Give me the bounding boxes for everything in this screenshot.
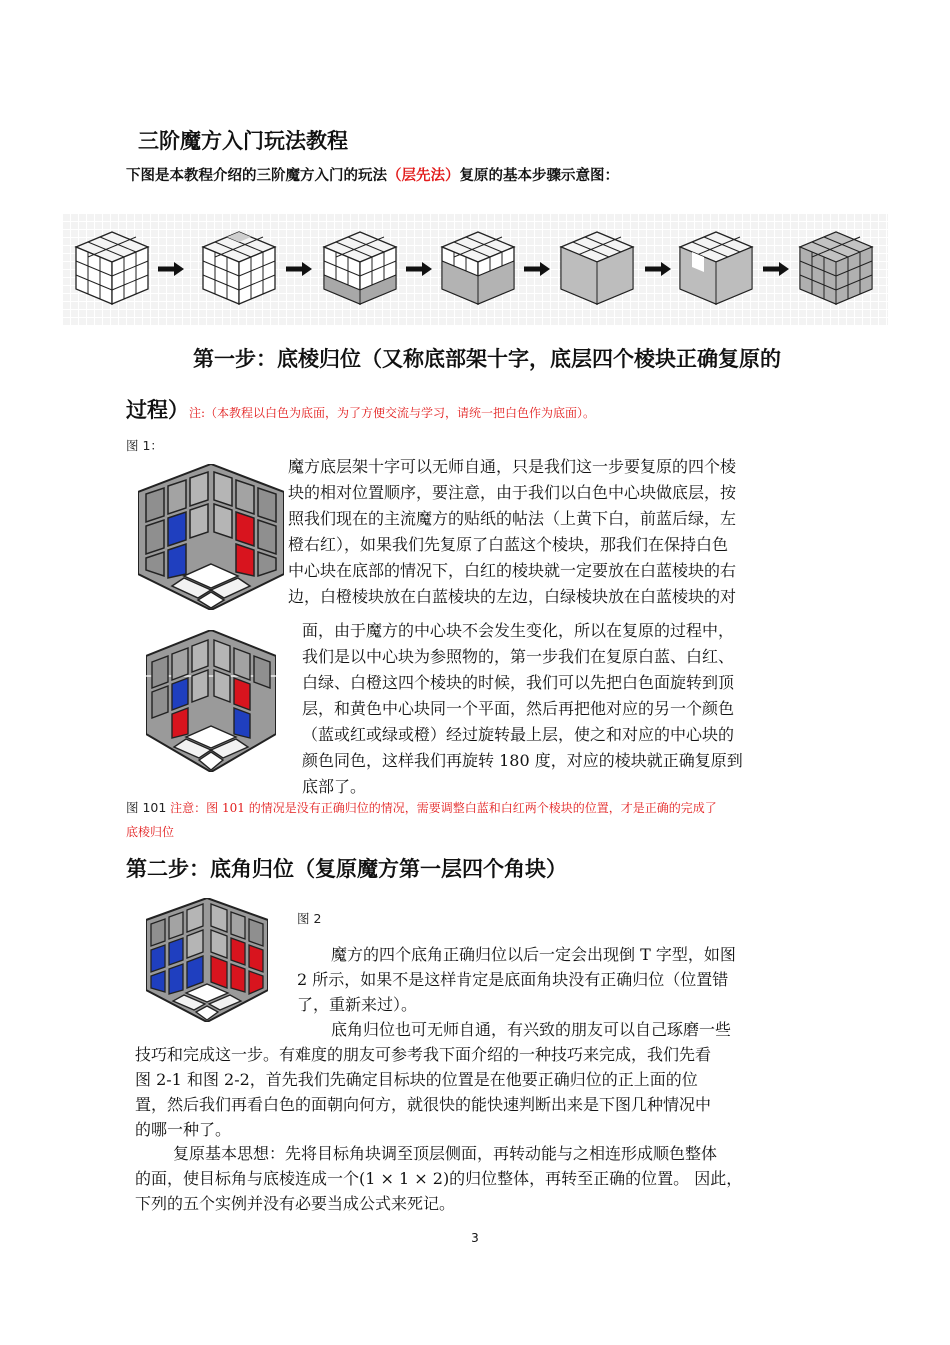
step1-note: 注:（本教程以白色为底面，为了方便交流与学习，请统一把白色作为底面）。 (189, 406, 596, 420)
text-line: 橙右红），如果我们先复原了白蓝这个棱块，那我们在保持白色 (288, 535, 729, 554)
fig101-note-line2: 底棱归位 (126, 825, 175, 839)
fig101-caption (126, 796, 826, 844)
text-line: （蓝或红或绿或橙）经过旋转最上层，使之和对应的中心块的 (302, 725, 735, 744)
cube-step-4 (442, 232, 514, 304)
text-line: 层，和黄色中心块同一个平面，然后再把他对应的另一个颜色 (302, 699, 735, 718)
text-line: 魔方底层架十字可以无师自通，只是我们这一步要复原的四个棱 (288, 457, 737, 476)
arrow-icon (524, 262, 550, 276)
text-line: 的哪一种了。 (135, 1120, 232, 1139)
arrow-icon (158, 262, 184, 276)
cube-step-2 (203, 232, 275, 304)
paragraph-3 (297, 942, 827, 1017)
cube-step-7 (800, 232, 872, 304)
text-line: 图 2-1 和图 2-2，首先我们先确定目标块的位置是在他要正确归位的正上面的位 (135, 1070, 698, 1089)
fig1-label: 图 1： (126, 438, 163, 453)
intro-before: 下图是本教程介绍的三阶魔方入门的玩法 (126, 168, 387, 184)
text-line: 照我们现在的主流魔方的贴纸的帖法（上黄下白，前蓝后绿，左 (288, 509, 737, 528)
figure-1-cube (138, 464, 284, 610)
cube-step-5 (561, 232, 633, 304)
step2-heading: 第二步：底角归位（复原魔方第一层四个角块） (126, 857, 567, 881)
text-line: 白绿、白橙这四个棱块的时候，我们可以先把白色面旋转到顶 (302, 673, 735, 692)
steps-diagram-svg (62, 213, 888, 325)
intro-after: 复原的基本步骤示意图： (459, 168, 619, 184)
step1-heading-line2: 过程） (126, 398, 189, 422)
arrow-icon (406, 262, 432, 276)
intro-highlight: （层先法） (387, 168, 460, 184)
text-line: 了，重新来过）。 (297, 995, 418, 1014)
cube-step-6 (680, 232, 752, 304)
text-line: 我们是以中心块为参照物的，第一步我们在复原白蓝、白红、 (302, 647, 735, 666)
text-line: 块的相对位置顺序，要注意，由于我们以白色中心块做底层，按 (288, 483, 737, 502)
cube-step-3 (324, 232, 396, 304)
text-line: 置，然后我们再看白色的面朝向何方，就很快的能快速判断出来是下图几种情况中 (135, 1095, 712, 1114)
text-line: 下列的五个实例并没有必要当成公式来死记。 (135, 1194, 456, 1213)
step1-heading: 第一步：底棱归位（又称底部架十字，底层四个棱块正确复原的 (193, 347, 781, 371)
fig101-label: 图 101 (126, 800, 167, 815)
figure-101-cube (146, 630, 276, 772)
cube-step-1 (76, 232, 148, 304)
figure-2-cube (146, 898, 268, 1022)
step1-heading-cont (126, 394, 595, 424)
text-line: 的面，使目标角与底棱连成一个(1 × 1 × 2)的归位整体，再转至正确的位置。 因此， (135, 1169, 743, 1188)
paragraph-5 (135, 1141, 825, 1216)
fig101-note: 注意：图 101 的情况是没有正确归位的情况，需要调整白蓝和白红两个棱块的位置，才是正确的完成了 (170, 801, 717, 815)
paragraph-4 (135, 1017, 825, 1142)
paragraph-1 (288, 454, 824, 610)
text-line: 边，白橙棱块放在白蓝棱块的左边，白绿棱块放在白蓝棱块的对 (288, 587, 737, 606)
intro-text (126, 164, 619, 185)
text-line: 魔方的四个底角正确归位以后一定会出现倒 T 字型，如图 (331, 945, 736, 964)
text-line: 2 所示，如果不是这样肯定是底面角块没有正确归位（位置错 (297, 970, 729, 989)
arrow-icon (645, 262, 671, 276)
text-line: 底角归位也可无师自通，有兴致的朋友可以自己琢磨一些 (331, 1020, 732, 1039)
text-line: 颜色同色，这样我们再旋转 180 度，对应的棱块就正确复原到 (302, 751, 743, 770)
text-line: 面，由于魔方的中心块不会发生变化，所以在复原的过程中， (302, 621, 735, 640)
arrow-icon (763, 262, 789, 276)
fig101-caption-line1 (126, 796, 826, 820)
fig2-label: 图 2 (297, 911, 322, 926)
arrow-icon (286, 262, 312, 276)
text-line: 底部了。 (302, 777, 367, 796)
paragraph-2 (302, 618, 824, 800)
steps-diagram (62, 213, 888, 325)
page-title: 三阶魔方入门玩法教程 (138, 129, 348, 153)
text-line: 技巧和完成这一步。有难度的朋友可参考我下面介绍的一种技巧来完成，我们先看 (135, 1045, 712, 1064)
text-line: 中心块在底部的情况下，白红的棱块就一定要放在白蓝棱块的右 (288, 561, 737, 580)
text-line: 复原基本思想：先将目标角块调至顶层侧面，再转动能与之相连形成顺色整体 (173, 1144, 718, 1163)
page-number: 3 (471, 1231, 479, 1245)
